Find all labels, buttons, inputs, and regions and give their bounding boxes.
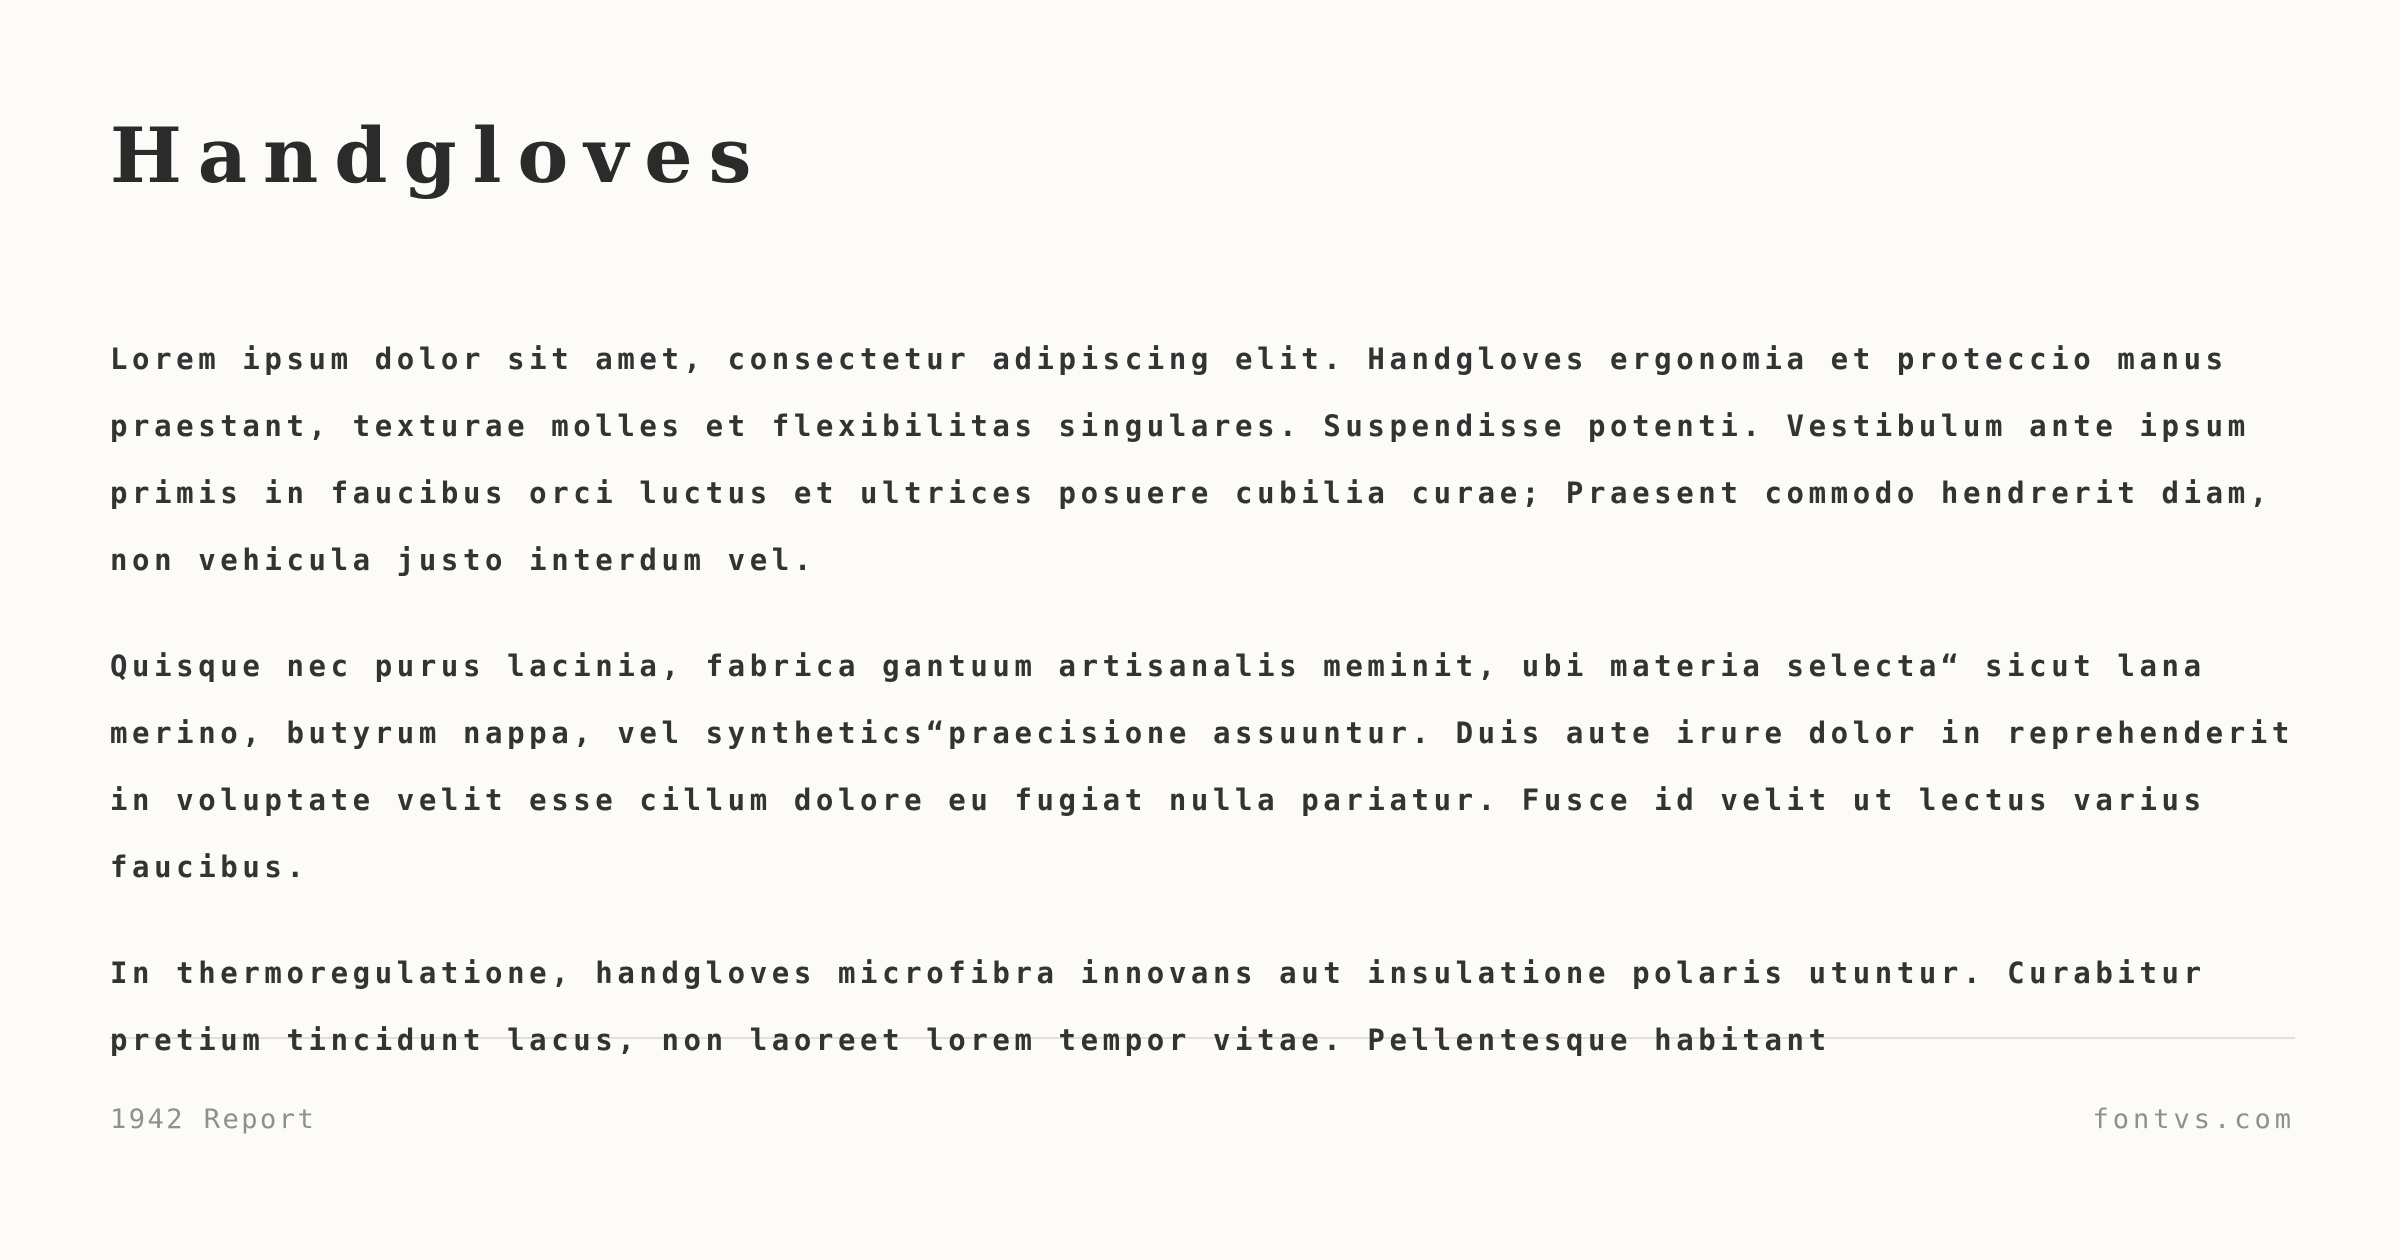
specimen-page (110, 0, 2295, 1260)
paragraph-1: Lorem ipsum dolor sit amet, consectetur adipiscing elit. Handgloves ergonomia et proteccio manus praestant, texturae molles et flexibilitas singulares. Suspendisse potenti. Vestibulum ante ipsum primis in faucibus orci luctus et ultrices posuere cubilia curae; Praesent commodo hendrerit diam, non vehicula justo interdum vel. (110, 342, 2272, 577)
paragraph-3: In thermoregulatione, handgloves microfibra innovans aut insulatione polaris utuntur. Curabitur pretium tincidunt lacus, non laoreet lorem tempor vitae. Pellentesque habitant (110, 956, 2206, 1057)
specimen-title: Handgloves (110, 111, 768, 200)
specimen-body (110, 326, 2295, 1057)
font-name-label: 1942 Report (110, 1104, 317, 1135)
paragraph-2: Quisque nec purus lacinia, fabrica gantuum artisanalis meminit, ubi materia selecta“ sicut lana merino, butyrum nappa, vel synthetics“praecisione assuuntur. Duis aute irure dolor in reprehenderit in voluptate velit esse cillum dolore eu fugiat nulla pariatur. Fusce id velit ut lectus varius faucibus. (110, 649, 2294, 884)
site-link[interactable]: fontvs.com (2092, 1104, 2295, 1135)
